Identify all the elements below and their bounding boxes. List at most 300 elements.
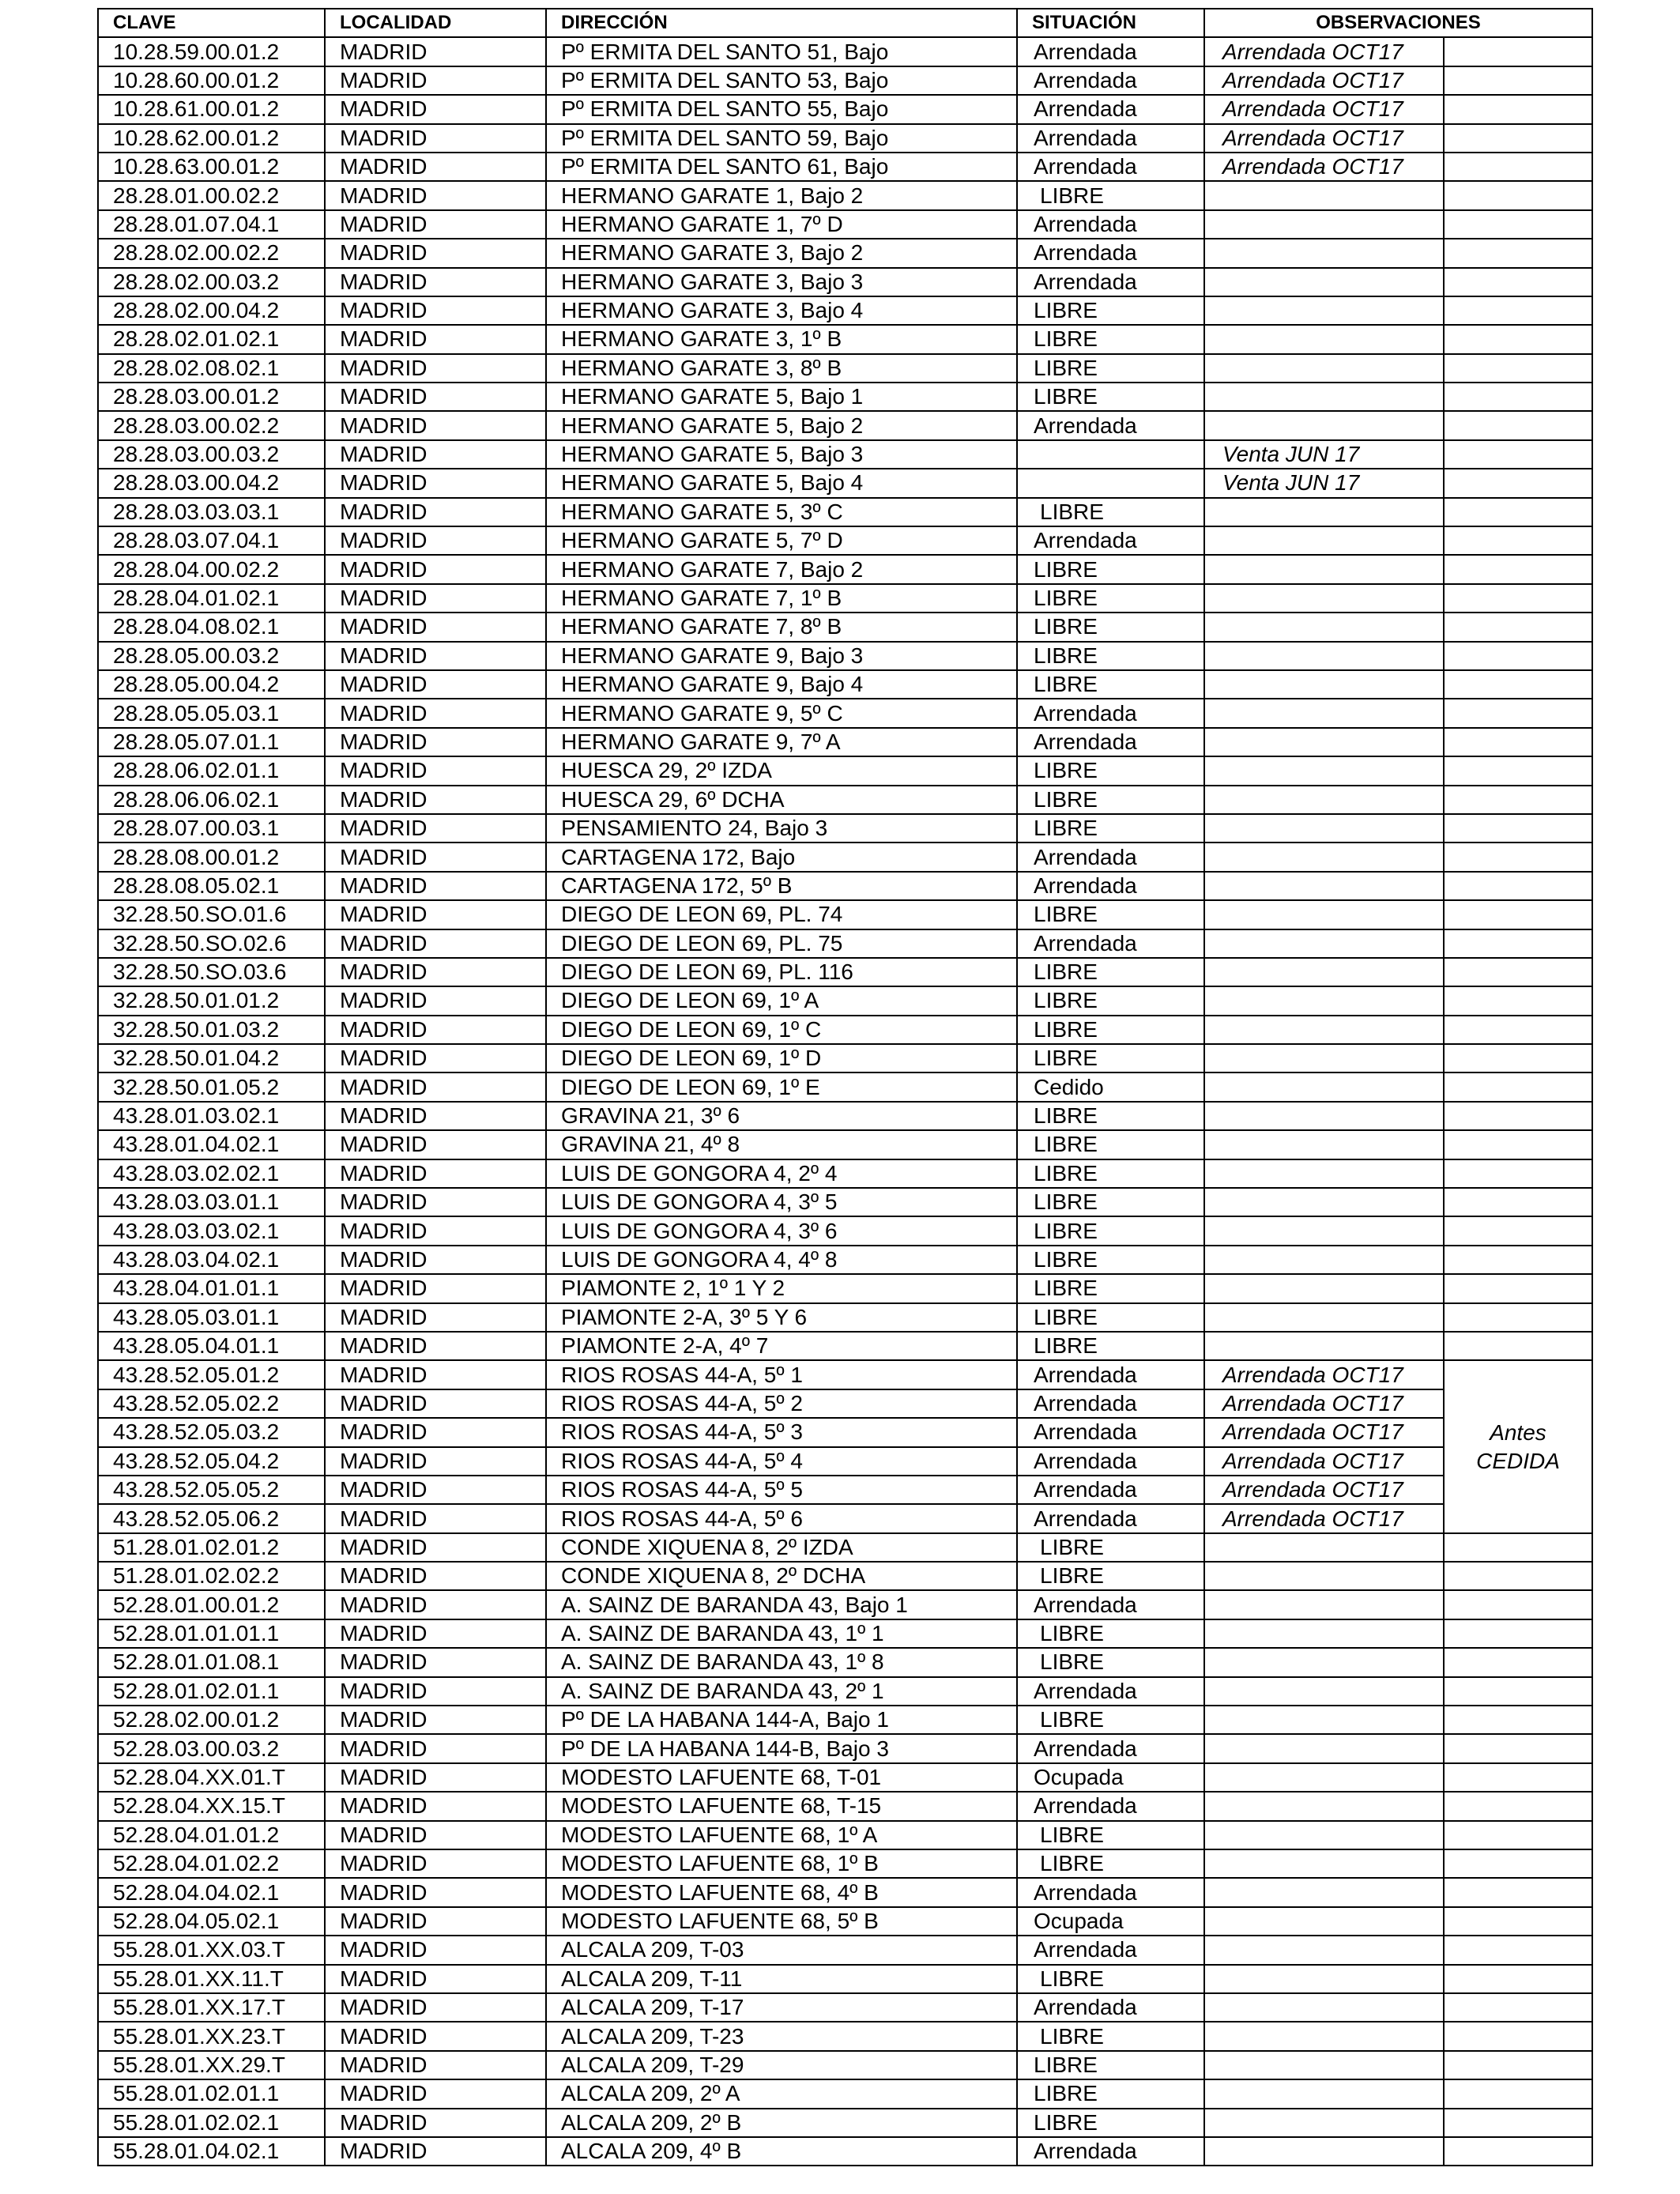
direccion-cell: HUESCA 29, 2º IZDA xyxy=(546,756,1017,785)
clave-cell: 28.28.02.00.03.2 xyxy=(98,268,325,296)
extra-cell xyxy=(1444,1677,1592,1706)
localidad-cell: MADRID xyxy=(325,1763,546,1792)
localidad-cell: MADRID xyxy=(325,153,546,181)
localidad-cell: MADRID xyxy=(325,1562,546,1590)
localidad-cell: MADRID xyxy=(325,526,546,555)
localidad-cell: MADRID xyxy=(325,1993,546,2022)
observaciones-cell xyxy=(1204,1907,1444,1936)
localidad-cell: MADRID xyxy=(325,1360,546,1389)
direccion-cell: PENSAMIENTO 24, Bajo 3 xyxy=(546,814,1017,843)
situacion-cell: LIBRE xyxy=(1017,325,1204,353)
clave-cell: 52.28.04.01.02.2 xyxy=(98,1849,325,1878)
clave-cell: 43.28.52.05.06.2 xyxy=(98,1504,325,1532)
direccion-cell: MODESTO LAFUENTE 68, T-15 xyxy=(546,1792,1017,1820)
table-row xyxy=(98,1016,1592,1044)
extra-cell xyxy=(1444,1188,1592,1216)
header-row xyxy=(98,9,1592,37)
table-row xyxy=(98,2079,1592,2108)
localidad-cell: MADRID xyxy=(325,2137,546,2166)
situacion-cell: LIBRE xyxy=(1017,814,1204,843)
localidad-cell: MADRID xyxy=(325,2051,546,2079)
observaciones-cell xyxy=(1204,814,1444,843)
observaciones-cell xyxy=(1204,872,1444,900)
observaciones-cell xyxy=(1204,986,1444,1015)
extra-cell xyxy=(1444,210,1592,239)
direccion-cell: HERMANO GARATE 3, 1º B xyxy=(546,325,1017,353)
situacion-cell: LIBRE xyxy=(1017,1303,1204,1332)
clave-cell: 52.28.01.01.08.1 xyxy=(98,1648,325,1676)
localidad-cell: MADRID xyxy=(325,66,546,95)
extra-cell xyxy=(1444,699,1592,727)
clave-cell: 43.28.05.04.01.1 xyxy=(98,1332,325,1360)
direccion-cell: Pº ERMITA DEL SANTO 59, Bajo xyxy=(546,124,1017,153)
situacion-cell: LIBRE xyxy=(1017,1562,1204,1590)
situacion-cell: LIBRE xyxy=(1017,2079,1204,2108)
observaciones-cell xyxy=(1204,1216,1444,1245)
localidad-cell: MADRID xyxy=(325,1677,546,1706)
localidad-cell: MADRID xyxy=(325,1907,546,1936)
localidad-cell: MADRID xyxy=(325,613,546,641)
situacion-cell: LIBRE xyxy=(1017,1016,1204,1044)
clave-cell: 32.28.50.01.03.2 xyxy=(98,1016,325,1044)
direccion-cell: MODESTO LAFUENTE 68, 4º B xyxy=(546,1878,1017,1906)
direccion-cell: ALCALA 209, 2º B xyxy=(546,2109,1017,2137)
table-row xyxy=(98,929,1592,958)
direccion-cell: RIOS ROSAS 44-A, 5º 3 xyxy=(546,1418,1017,1446)
localidad-cell: MADRID xyxy=(325,786,546,814)
extra-cell xyxy=(1444,526,1592,555)
extra-cell xyxy=(1444,1734,1592,1762)
direccion-cell: HERMANO GARATE 7, 8º B xyxy=(546,613,1017,641)
clave-cell: 28.28.03.00.03.2 xyxy=(98,440,325,469)
extra-cell xyxy=(1444,1878,1592,1906)
extra-cell xyxy=(1444,2109,1592,2137)
situacion-cell: LIBRE xyxy=(1017,181,1204,209)
situacion-cell: Arrendada xyxy=(1017,1590,1204,1619)
localidad-cell: MADRID xyxy=(325,1648,546,1676)
extra-cell xyxy=(1444,383,1592,411)
clave-cell: 28.28.03.00.04.2 xyxy=(98,469,325,497)
direccion-cell: ALCALA 209, 4º B xyxy=(546,2137,1017,2166)
direccion-cell: RIOS ROSAS 44-A, 5º 5 xyxy=(546,1476,1017,1504)
situacion-cell: Arrendada xyxy=(1017,1504,1204,1532)
localidad-cell: MADRID xyxy=(325,1332,546,1360)
table-row xyxy=(98,526,1592,555)
localidad-cell: MADRID xyxy=(325,584,546,613)
situacion-cell: LIBRE xyxy=(1017,642,1204,670)
table-row xyxy=(98,469,1592,497)
situacion-cell: Arrendada xyxy=(1017,1360,1204,1389)
observaciones-cell xyxy=(1204,1677,1444,1706)
extra-cell xyxy=(1444,2051,1592,2079)
situacion-cell: Arrendada xyxy=(1017,1734,1204,1762)
situacion-cell: Arrendada xyxy=(1017,872,1204,900)
situacion-cell: Arrendada xyxy=(1017,411,1204,439)
table-row xyxy=(98,1332,1592,1360)
localidad-cell: MADRID xyxy=(325,843,546,871)
table-row xyxy=(98,1965,1592,1993)
table-row xyxy=(98,1821,1592,1849)
table-row xyxy=(98,555,1592,583)
direccion-cell: HUESCA 29, 6º DCHA xyxy=(546,786,1017,814)
direccion-cell: ALCALA 209, T-11 xyxy=(546,1965,1017,1993)
table-body xyxy=(98,37,1592,2166)
clave-cell: 52.28.04.XX.01.T xyxy=(98,1763,325,1792)
table-row xyxy=(98,699,1592,727)
observaciones-cell xyxy=(1204,268,1444,296)
extra-cell xyxy=(1444,756,1592,785)
clave-cell: 52.28.01.02.01.1 xyxy=(98,1677,325,1706)
observaciones-cell xyxy=(1204,1706,1444,1734)
observaciones-cell xyxy=(1204,1590,1444,1619)
extra-cell xyxy=(1444,1562,1592,1590)
direccion-cell: ALCALA 209, T-23 xyxy=(546,2022,1017,2050)
observaciones-cell xyxy=(1204,411,1444,439)
observaciones-cell xyxy=(1204,325,1444,353)
localidad-cell: MADRID xyxy=(325,239,546,267)
observaciones-cell xyxy=(1204,1044,1444,1072)
observaciones-cell xyxy=(1204,555,1444,583)
direccion-cell: DIEGO DE LEON 69, 1º E xyxy=(546,1072,1017,1101)
observaciones-cell xyxy=(1204,642,1444,670)
clave-cell: 43.28.01.04.02.1 xyxy=(98,1130,325,1159)
clave-cell: 28.28.03.03.03.1 xyxy=(98,498,325,526)
clave-cell: 43.28.52.05.05.2 xyxy=(98,1476,325,1504)
situacion-cell: LIBRE xyxy=(1017,498,1204,526)
table-row xyxy=(98,786,1592,814)
direccion-cell: PIAMONTE 2, 1º 1 Y 2 xyxy=(546,1274,1017,1302)
extra-cell xyxy=(1444,1159,1592,1188)
localidad-cell: MADRID xyxy=(325,1965,546,1993)
clave-cell: 32.28.50.01.01.2 xyxy=(98,986,325,1015)
table-row xyxy=(98,268,1592,296)
extra-cell xyxy=(1444,124,1592,153)
observaciones-cell xyxy=(1204,900,1444,929)
clave-cell: 32.28.50.01.04.2 xyxy=(98,1044,325,1072)
situacion-cell: LIBRE xyxy=(1017,1533,1204,1562)
table-row xyxy=(98,1447,1592,1476)
localidad-cell: MADRID xyxy=(325,1303,546,1332)
clave-cell: 52.28.01.00.01.2 xyxy=(98,1590,325,1619)
localidad-cell: MADRID xyxy=(325,1447,546,1476)
extra-cell xyxy=(1444,1303,1592,1332)
table-row xyxy=(98,239,1592,267)
direccion-cell: DIEGO DE LEON 69, 1º C xyxy=(546,1016,1017,1044)
table-row xyxy=(98,1936,1592,1964)
table-row xyxy=(98,1188,1592,1216)
localidad-cell: MADRID xyxy=(325,181,546,209)
observaciones-cell xyxy=(1204,239,1444,267)
table-row xyxy=(98,1102,1592,1130)
direccion-cell: CARTAGENA 172, Bajo xyxy=(546,843,1017,871)
extra-cell xyxy=(1444,239,1592,267)
situacion-cell: LIBRE xyxy=(1017,296,1204,325)
clave-cell: 28.28.04.00.02.2 xyxy=(98,555,325,583)
clave-cell: 28.28.05.05.03.1 xyxy=(98,699,325,727)
clave-cell: 52.28.03.00.03.2 xyxy=(98,1734,325,1762)
clave-cell: 55.28.01.XX.03.T xyxy=(98,1936,325,1964)
extra-cell xyxy=(1444,1332,1592,1360)
extra-cell xyxy=(1444,1619,1592,1648)
localidad-cell: MADRID xyxy=(325,1159,546,1188)
table-row xyxy=(98,872,1592,900)
situacion-cell: Ocupada xyxy=(1017,1907,1204,1936)
situacion-cell: Arrendada xyxy=(1017,124,1204,153)
observaciones-cell xyxy=(1204,2022,1444,2050)
observaciones-cell xyxy=(1204,1849,1444,1878)
direccion-cell: DIEGO DE LEON 69, PL. 116 xyxy=(546,958,1017,986)
localidad-cell: MADRID xyxy=(325,1619,546,1648)
situacion-cell: Arrendada xyxy=(1017,2137,1204,2166)
localidad-cell: MADRID xyxy=(325,1102,546,1130)
merged-note-cell xyxy=(1444,1360,1592,1532)
observaciones-cell xyxy=(1204,1562,1444,1590)
localidad-cell: MADRID xyxy=(325,814,546,843)
situacion-cell: Arrendada xyxy=(1017,843,1204,871)
direccion-cell: ALCALA 209, T-17 xyxy=(546,1993,1017,2022)
direccion-cell: HERMANO GARATE 9, Bajo 3 xyxy=(546,642,1017,670)
observaciones-cell xyxy=(1204,958,1444,986)
extra-cell xyxy=(1444,95,1592,123)
extra-cell xyxy=(1444,2079,1592,2108)
localidad-cell: MADRID xyxy=(325,958,546,986)
extra-cell xyxy=(1444,1246,1592,1274)
clave-cell: 55.28.01.XX.29.T xyxy=(98,2051,325,2079)
observaciones-cell xyxy=(1204,2109,1444,2137)
clave-cell: 43.28.05.03.01.1 xyxy=(98,1303,325,1332)
direccion-cell: MODESTO LAFUENTE 68, 1º B xyxy=(546,1849,1017,1878)
localidad-cell: MADRID xyxy=(325,2022,546,2050)
localidad-cell: MADRID xyxy=(325,383,546,411)
localidad-cell: MADRID xyxy=(325,900,546,929)
table-row xyxy=(98,1476,1592,1504)
localidad-cell: MADRID xyxy=(325,1590,546,1619)
localidad-cell: MADRID xyxy=(325,325,546,353)
observaciones-cell: Venta JUN 17 xyxy=(1204,469,1444,497)
table-row xyxy=(98,1130,1592,1159)
observaciones-cell xyxy=(1204,1936,1444,1964)
localidad-cell: MADRID xyxy=(325,642,546,670)
situacion-cell: Arrendada xyxy=(1017,526,1204,555)
situacion-cell: Arrendada xyxy=(1017,66,1204,95)
observaciones-cell: Arrendada OCT17 xyxy=(1204,1360,1444,1389)
direccion-cell: HERMANO GARATE 5, Bajo 1 xyxy=(546,383,1017,411)
clave-cell: 43.28.52.05.04.2 xyxy=(98,1447,325,1476)
extra-cell xyxy=(1444,2022,1592,2050)
clave-cell: 43.28.01.03.02.1 xyxy=(98,1102,325,1130)
table-row xyxy=(98,440,1592,469)
situacion-cell: LIBRE xyxy=(1017,1706,1204,1734)
extra-cell xyxy=(1444,613,1592,641)
direccion-cell: HERMANO GARATE 3, Bajo 2 xyxy=(546,239,1017,267)
situacion-cell: Arrendada xyxy=(1017,929,1204,958)
situacion-cell: LIBRE xyxy=(1017,1648,1204,1676)
clave-cell: 10.28.60.00.01.2 xyxy=(98,66,325,95)
table-row xyxy=(98,1159,1592,1188)
observaciones-cell xyxy=(1204,1878,1444,1906)
clave-cell: 43.28.03.03.01.1 xyxy=(98,1188,325,1216)
clave-cell: 55.28.01.02.02.1 xyxy=(98,2109,325,2137)
localidad-cell: MADRID xyxy=(325,670,546,699)
table-row xyxy=(98,728,1592,756)
observaciones-cell xyxy=(1204,1303,1444,1332)
table-row xyxy=(98,1907,1592,1936)
situacion-cell: LIBRE xyxy=(1017,756,1204,785)
clave-cell: 43.28.52.05.03.2 xyxy=(98,1418,325,1446)
observaciones-cell xyxy=(1204,1274,1444,1302)
direccion-cell: RIOS ROSAS 44-A, 5º 2 xyxy=(546,1389,1017,1418)
extra-cell xyxy=(1444,1016,1592,1044)
clave-cell: 28.28.08.00.01.2 xyxy=(98,843,325,871)
table-row xyxy=(98,153,1592,181)
clave-cell: 52.28.04.04.02.1 xyxy=(98,1878,325,1906)
direccion-cell: PIAMONTE 2-A, 3º 5 Y 6 xyxy=(546,1303,1017,1332)
observaciones-cell xyxy=(1204,210,1444,239)
direccion-cell: PIAMONTE 2-A, 4º 7 xyxy=(546,1332,1017,1360)
extra-cell xyxy=(1444,37,1592,66)
situacion-cell: Cedido xyxy=(1017,1072,1204,1101)
extra-cell xyxy=(1444,296,1592,325)
direccion-cell: Pº DE LA HABANA 144-A, Bajo 1 xyxy=(546,1706,1017,1734)
observaciones-cell xyxy=(1204,756,1444,785)
table-row xyxy=(98,1418,1592,1446)
observaciones-cell: Arrendada OCT17 xyxy=(1204,124,1444,153)
extra-cell xyxy=(1444,670,1592,699)
direccion-cell: MODESTO LAFUENTE 68, 5º B xyxy=(546,1907,1017,1936)
situacion-cell: LIBRE xyxy=(1017,2051,1204,2079)
observaciones-cell xyxy=(1204,1993,1444,2022)
extra-cell xyxy=(1444,1706,1592,1734)
table-row xyxy=(98,1792,1592,1820)
direccion-cell: HERMANO GARATE 1, Bajo 2 xyxy=(546,181,1017,209)
clave-cell: 32.28.50.01.05.2 xyxy=(98,1072,325,1101)
situacion-cell: Arrendada xyxy=(1017,239,1204,267)
direccion-cell: ALCALA 209, T-29 xyxy=(546,2051,1017,2079)
observaciones-cell xyxy=(1204,699,1444,727)
clave-cell: 28.28.03.07.04.1 xyxy=(98,526,325,555)
localidad-cell: MADRID xyxy=(325,1476,546,1504)
situacion-cell: LIBRE xyxy=(1017,2022,1204,2050)
table-row xyxy=(98,210,1592,239)
table-row xyxy=(98,1072,1592,1101)
localidad-cell: MADRID xyxy=(325,469,546,497)
table-row xyxy=(98,1303,1592,1332)
clave-cell: 28.28.07.00.03.1 xyxy=(98,814,325,843)
extra-cell xyxy=(1444,1907,1592,1936)
observaciones-cell xyxy=(1204,1102,1444,1130)
table-row xyxy=(98,1734,1592,1762)
clave-cell: 43.28.52.05.02.2 xyxy=(98,1389,325,1418)
observaciones-cell xyxy=(1204,526,1444,555)
situacion-cell: Arrendada xyxy=(1017,699,1204,727)
situacion-cell: LIBRE xyxy=(1017,786,1204,814)
table-row xyxy=(98,2022,1592,2050)
observaciones-cell xyxy=(1204,498,1444,526)
localidad-cell: MADRID xyxy=(325,1274,546,1302)
clave-cell: 43.28.03.04.02.1 xyxy=(98,1246,325,1274)
situacion-cell: Arrendada xyxy=(1017,1447,1204,1476)
localidad-cell: MADRID xyxy=(325,1878,546,1906)
extra-cell xyxy=(1444,555,1592,583)
table-row xyxy=(98,1504,1592,1532)
localidad-cell: MADRID xyxy=(325,756,546,785)
localidad-cell: MADRID xyxy=(325,210,546,239)
clave-cell: 51.28.01.02.01.2 xyxy=(98,1533,325,1562)
clave-cell: 28.28.01.00.02.2 xyxy=(98,181,325,209)
direccion-cell: HERMANO GARATE 5, Bajo 2 xyxy=(546,411,1017,439)
direccion-cell: MODESTO LAFUENTE 68, T-01 xyxy=(546,1763,1017,1792)
observaciones-cell xyxy=(1204,1072,1444,1101)
table-row xyxy=(98,1044,1592,1072)
extra-cell xyxy=(1444,1648,1592,1676)
direccion-cell: Pº ERMITA DEL SANTO 53, Bajo xyxy=(546,66,1017,95)
localidad-cell: MADRID xyxy=(325,1533,546,1562)
observaciones-cell: Arrendada OCT17 xyxy=(1204,1418,1444,1446)
header-observaciones: OBSERVACIONES xyxy=(1204,9,1592,37)
table-row xyxy=(98,1648,1592,1676)
direccion-cell: HERMANO GARATE 3, 8º B xyxy=(546,354,1017,383)
table-row xyxy=(98,1360,1592,1389)
situacion-cell: Ocupada xyxy=(1017,1763,1204,1792)
clave-cell: 55.28.01.02.01.1 xyxy=(98,2079,325,2108)
situacion-cell: Arrendada xyxy=(1017,268,1204,296)
clave-cell: 32.28.50.SO.02.6 xyxy=(98,929,325,958)
situacion-cell: Arrendada xyxy=(1017,1476,1204,1504)
table-row xyxy=(98,1533,1592,1562)
extra-cell xyxy=(1444,1993,1592,2022)
direccion-cell: RIOS ROSAS 44-A, 5º 4 xyxy=(546,1447,1017,1476)
table-row xyxy=(98,670,1592,699)
situacion-cell: Arrendada xyxy=(1017,1389,1204,1418)
extra-cell xyxy=(1444,411,1592,439)
direccion-cell: HERMANO GARATE 7, Bajo 2 xyxy=(546,555,1017,583)
localidad-cell: MADRID xyxy=(325,1504,546,1532)
localidad-cell: MADRID xyxy=(325,124,546,153)
situacion-cell: Arrendada xyxy=(1017,95,1204,123)
situacion-cell: Arrendada xyxy=(1017,1936,1204,1964)
clave-cell: 32.28.50.SO.03.6 xyxy=(98,958,325,986)
situacion-cell: LIBRE xyxy=(1017,1216,1204,1245)
observaciones-cell xyxy=(1204,383,1444,411)
observaciones-cell xyxy=(1204,296,1444,325)
extra-cell xyxy=(1444,1590,1592,1619)
direccion-cell: HERMANO GARATE 5, Bajo 4 xyxy=(546,469,1017,497)
situacion-cell: LIBRE xyxy=(1017,900,1204,929)
observaciones-cell xyxy=(1204,584,1444,613)
situacion-cell: Arrendada xyxy=(1017,37,1204,66)
header-clave: CLAVE xyxy=(98,9,325,37)
direccion-cell: DIEGO DE LEON 69, PL. 74 xyxy=(546,900,1017,929)
clave-cell: 10.28.62.00.01.2 xyxy=(98,124,325,153)
localidad-cell: MADRID xyxy=(325,37,546,66)
direccion-cell: A. SAINZ DE BARANDA 43, 1º 8 xyxy=(546,1648,1017,1676)
localidad-cell: MADRID xyxy=(325,699,546,727)
situacion-cell xyxy=(1017,440,1204,469)
extra-cell xyxy=(1444,900,1592,929)
direccion-cell: CONDE XIQUENA 8, 2º IZDA xyxy=(546,1533,1017,1562)
extra-cell xyxy=(1444,1849,1592,1878)
observaciones-cell xyxy=(1204,1130,1444,1159)
localidad-cell: MADRID xyxy=(325,1418,546,1446)
observaciones-cell xyxy=(1204,613,1444,641)
merged-note-line: Antes xyxy=(1490,1419,1546,1445)
table-row xyxy=(98,296,1592,325)
situacion-cell: LIBRE xyxy=(1017,613,1204,641)
observaciones-cell xyxy=(1204,1821,1444,1849)
clave-cell: 28.28.06.06.02.1 xyxy=(98,786,325,814)
clave-cell: 28.28.04.08.02.1 xyxy=(98,613,325,641)
localidad-cell: MADRID xyxy=(325,1044,546,1072)
